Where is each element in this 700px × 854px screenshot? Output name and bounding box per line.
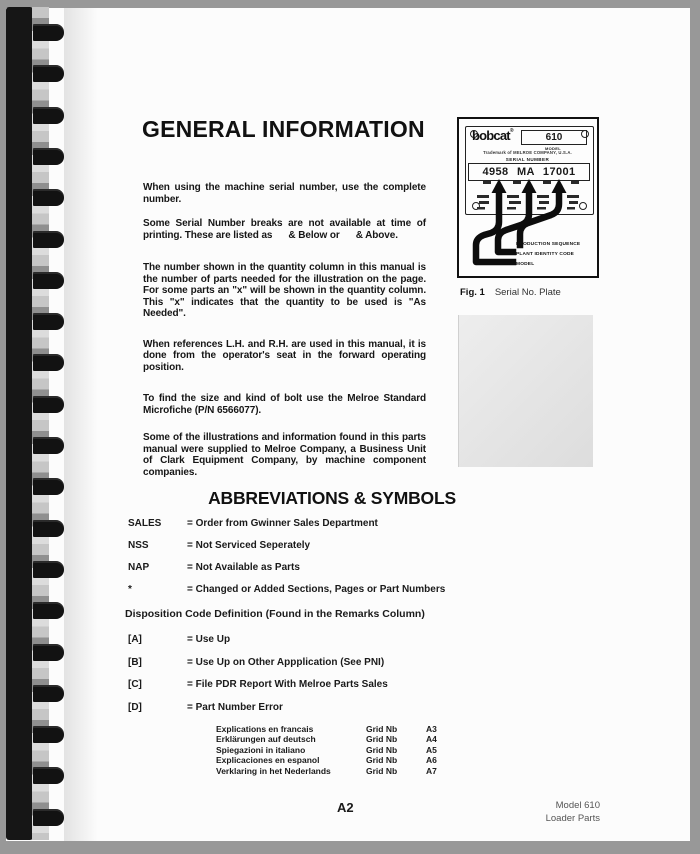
disposition-definition: = Part Number Error bbox=[187, 701, 283, 713]
grid-code: A5 bbox=[426, 744, 437, 755]
disposition-code: [C] bbox=[128, 679, 142, 690]
grid-label: Grid Nb bbox=[366, 744, 398, 755]
page-title: GENERAL INFORMATION bbox=[142, 116, 425, 142]
grid-label: Grid Nb bbox=[366, 734, 398, 745]
binding-tooth bbox=[33, 148, 64, 165]
abbreviation-definition: = Not Available as Parts bbox=[187, 562, 300, 573]
disposition-code: [A] bbox=[128, 634, 142, 645]
table-row bbox=[216, 755, 458, 765]
callout-plant-identity-code: PLANT IDENTITY CODE bbox=[516, 251, 575, 257]
binding-tooth bbox=[33, 478, 64, 495]
abbreviation-row bbox=[128, 518, 488, 540]
grid-code: A3 bbox=[426, 724, 437, 734]
language-label: Explicaciones en espanol bbox=[216, 755, 320, 766]
binding-tooth bbox=[33, 602, 64, 619]
disposition-row bbox=[128, 657, 488, 680]
binding-spine bbox=[6, 7, 33, 840]
abbreviation-definition: = Order from Gwinner Sales Department bbox=[187, 518, 378, 529]
table-row bbox=[216, 734, 458, 744]
serial-plate-figure bbox=[457, 117, 599, 278]
footer-publication: Loader Parts bbox=[545, 813, 600, 824]
arrow-head-icons bbox=[492, 179, 567, 193]
disposition-code-list bbox=[128, 634, 488, 724]
binding-tooth bbox=[33, 644, 64, 661]
table-row bbox=[216, 724, 458, 734]
grid-label: Grid Nb bbox=[366, 755, 398, 766]
disposition-row bbox=[128, 702, 488, 725]
grid-label: Grid Nb bbox=[366, 765, 398, 776]
figure-caption bbox=[460, 287, 561, 298]
binding-tooth bbox=[33, 520, 64, 537]
binding-tooth bbox=[33, 189, 64, 206]
abbreviation-row bbox=[128, 540, 488, 562]
table-row bbox=[216, 766, 458, 776]
registered-mark: ® bbox=[509, 128, 514, 134]
binding-tooth bbox=[33, 354, 64, 371]
abbreviation-term: * bbox=[128, 584, 132, 595]
grid-label: Grid Nb bbox=[366, 724, 398, 734]
binding-tooth bbox=[33, 107, 64, 124]
binding-tooth bbox=[33, 561, 64, 578]
language-label: Spiegazioni in italiano bbox=[216, 744, 306, 755]
paragraph: When using the machine serial number, use the complete number. bbox=[143, 182, 426, 205]
abbreviation-row bbox=[128, 584, 488, 606]
paragraph: Some Serial Number breaks are not available at time of printing. These are listed as & Below or & Above. bbox=[143, 218, 426, 241]
comb-binding bbox=[0, 0, 70, 854]
disposition-definition: = Use Up on Other Appplication (See PNI) bbox=[187, 656, 385, 668]
bobcat-logo-text: bobcat bbox=[472, 128, 510, 143]
footer-publication-info bbox=[495, 799, 600, 825]
grid-code: A7 bbox=[426, 765, 437, 776]
callout-production-sequence: PRODUCTION SEQUENCE bbox=[516, 241, 581, 247]
callout-model: MODEL bbox=[516, 261, 535, 267]
language-table bbox=[216, 724, 458, 776]
abbreviation-definition: = Changed or Added Sections, Pages or Part Numbers bbox=[187, 584, 446, 595]
language-label: Explications en francais bbox=[216, 724, 314, 734]
binding-tooth bbox=[33, 437, 64, 454]
footer-model: Model 610 bbox=[555, 800, 600, 811]
abbreviation-definition: = Not Serviced Seperately bbox=[187, 540, 311, 551]
disposition-row bbox=[128, 679, 488, 702]
abbreviation-term: SALES bbox=[128, 518, 162, 529]
binding-ring-strip bbox=[32, 7, 49, 840]
serial-number-label: SERIAL NUMBER bbox=[505, 156, 550, 162]
disposition-definition: = File PDR Report With Melroe Parts Sales bbox=[187, 679, 388, 690]
disposition-heading: Disposition Code Definition (Found in the Remarks Column) bbox=[125, 608, 425, 620]
intro-paragraphs bbox=[143, 182, 426, 478]
paragraph: Some of the illustrations and information found in this parts manual were supplied to Melroe Company, a Business Unit of Clark Equipment Company, by machine component companies. bbox=[143, 432, 426, 478]
language-label: Erklärungen auf deutsch bbox=[216, 734, 316, 745]
table-row bbox=[216, 745, 458, 755]
figure-caption-text: Serial No. Plate bbox=[494, 287, 561, 298]
symbols-section-heading: ABBREVIATIONS & SYMBOLS bbox=[208, 488, 456, 508]
binding-tooth bbox=[33, 726, 64, 743]
language-label: Verklaring in het Nederlands bbox=[216, 765, 331, 776]
binding-tooth bbox=[33, 767, 64, 784]
disposition-row bbox=[128, 634, 488, 657]
binding-tooth bbox=[33, 231, 64, 248]
disposition-code: [B] bbox=[128, 656, 142, 668]
serial-number-box: 4958 MA 17001 bbox=[468, 163, 590, 181]
scan-artifact-box bbox=[458, 315, 593, 467]
binding-tooth bbox=[33, 313, 64, 330]
figure-number: Fig. 1 bbox=[460, 287, 485, 298]
grid-code: A6 bbox=[426, 755, 437, 766]
abbreviation-term: NAP bbox=[128, 562, 150, 573]
disposition-code: [D] bbox=[128, 701, 142, 713]
paragraph: The number shown in the quantity column in this manual is the number of parts needed for the illustration on the page. For some parts an "x" will be shown in the quantity column. This "x" indicates that the quantity to be used is "As Needed". bbox=[143, 262, 426, 319]
disposition-definition: = Use Up bbox=[187, 634, 231, 645]
trademark-line: Trademark of MELROE COMPANY, U.S.A. bbox=[483, 150, 572, 155]
binding-tooth bbox=[33, 65, 64, 82]
paragraph: To find the size and kind of bolt use the Melroe Standard Microfiche (P/N 6566077). bbox=[143, 393, 426, 416]
binding-tooth bbox=[33, 272, 64, 289]
paragraph: When references L.H. and R.H. are used in this manual, it is done from the operator's seat in the forward operating position. bbox=[143, 338, 426, 373]
page-number: A2 bbox=[337, 800, 354, 815]
grid-code: A4 bbox=[426, 734, 437, 745]
binding-tooth bbox=[33, 809, 64, 826]
abbreviation-term: NSS bbox=[128, 540, 149, 551]
abbreviations-list bbox=[128, 518, 488, 606]
binding-tooth bbox=[33, 685, 64, 702]
binding-tooth bbox=[33, 396, 64, 413]
model-label: MODEL bbox=[545, 146, 561, 151]
binding-tooth bbox=[33, 24, 64, 41]
abbreviation-row bbox=[128, 562, 488, 584]
model-number-box: 610 bbox=[521, 130, 587, 145]
